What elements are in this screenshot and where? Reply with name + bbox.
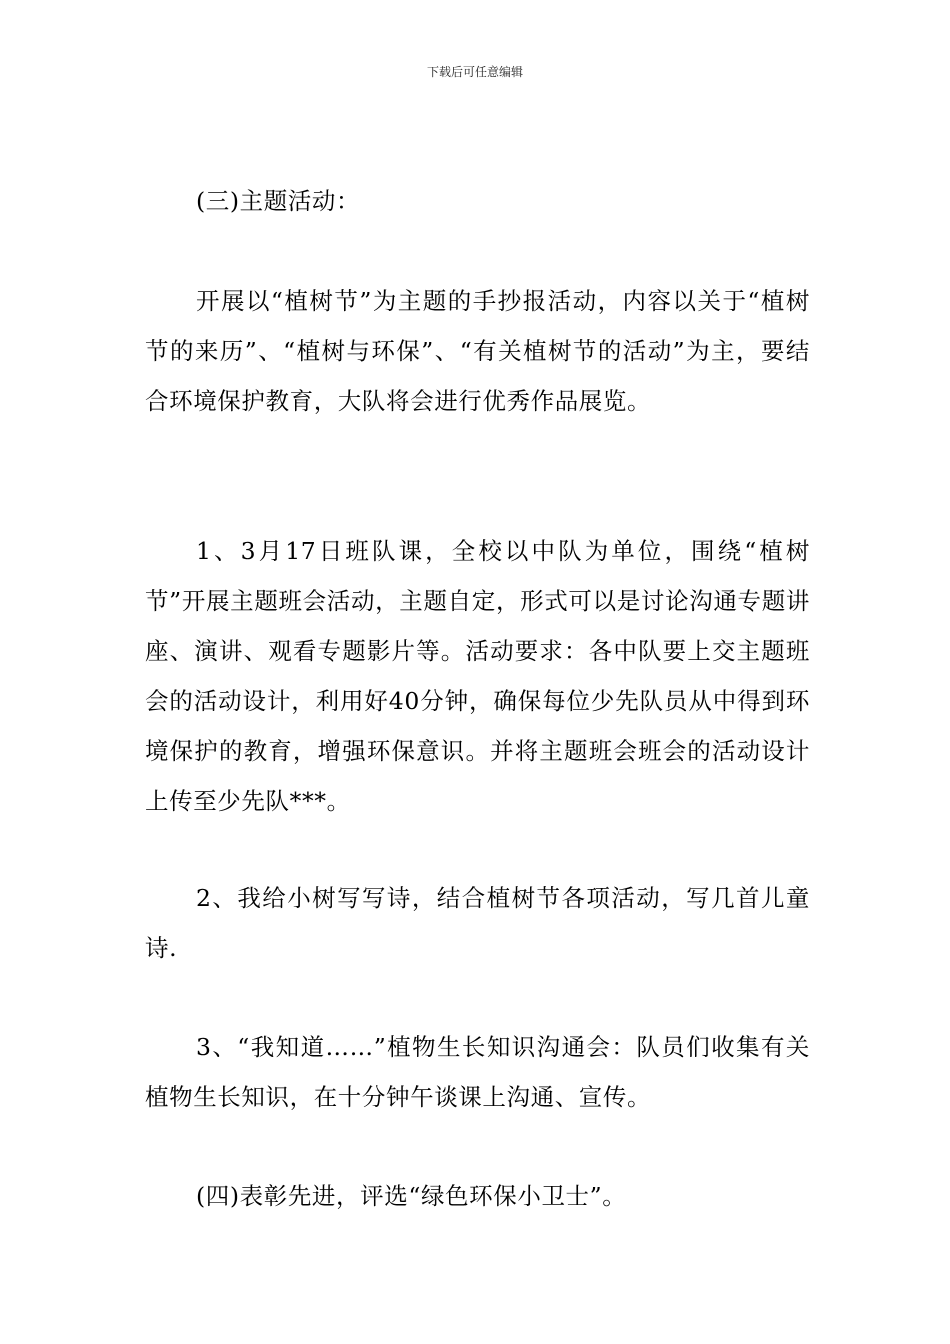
list-item-2: 2、我给小树写写诗，结合植树节各项活动，写几首儿童诗. <box>145 884 810 962</box>
list-item-1: 1、3月17日班队课，全校以中队为单位，围绕“植树节”开展主题班会活动，主题自定，形式可以是讨论沟通专题讲座、演讲、观看专题影片等。活动要求：各中队要上交主题班会的活动设计，利用好40分钟，确保每位少先队员从中得到环境保护的教育，增强环保意识。并将主题班会班会的活动设计上传至少先队***。 <box>145 537 810 815</box>
page-header-note: 下载后可任意编辑 <box>426 65 523 79</box>
section-heading-4: (四)表彰先进，评选“绿色环保小卫士”。 <box>196 1182 627 1210</box>
section-heading-3: (三)主题活动： <box>196 187 361 215</box>
list-item-3: 3、“我知道……”植物生长知识沟通会：队员们收集有关植物生长知识，在十分钟午谈课上沟通、宣传。 <box>145 1033 810 1111</box>
intro-paragraph: 开展以“植树节”为主题的手抄报活动，内容以关于“植树节的来历”、“植树与环保”、“有关植树节的活动”为主，要结合环境保护教育，大队将会进行优秀作品展览。 <box>145 287 810 415</box>
